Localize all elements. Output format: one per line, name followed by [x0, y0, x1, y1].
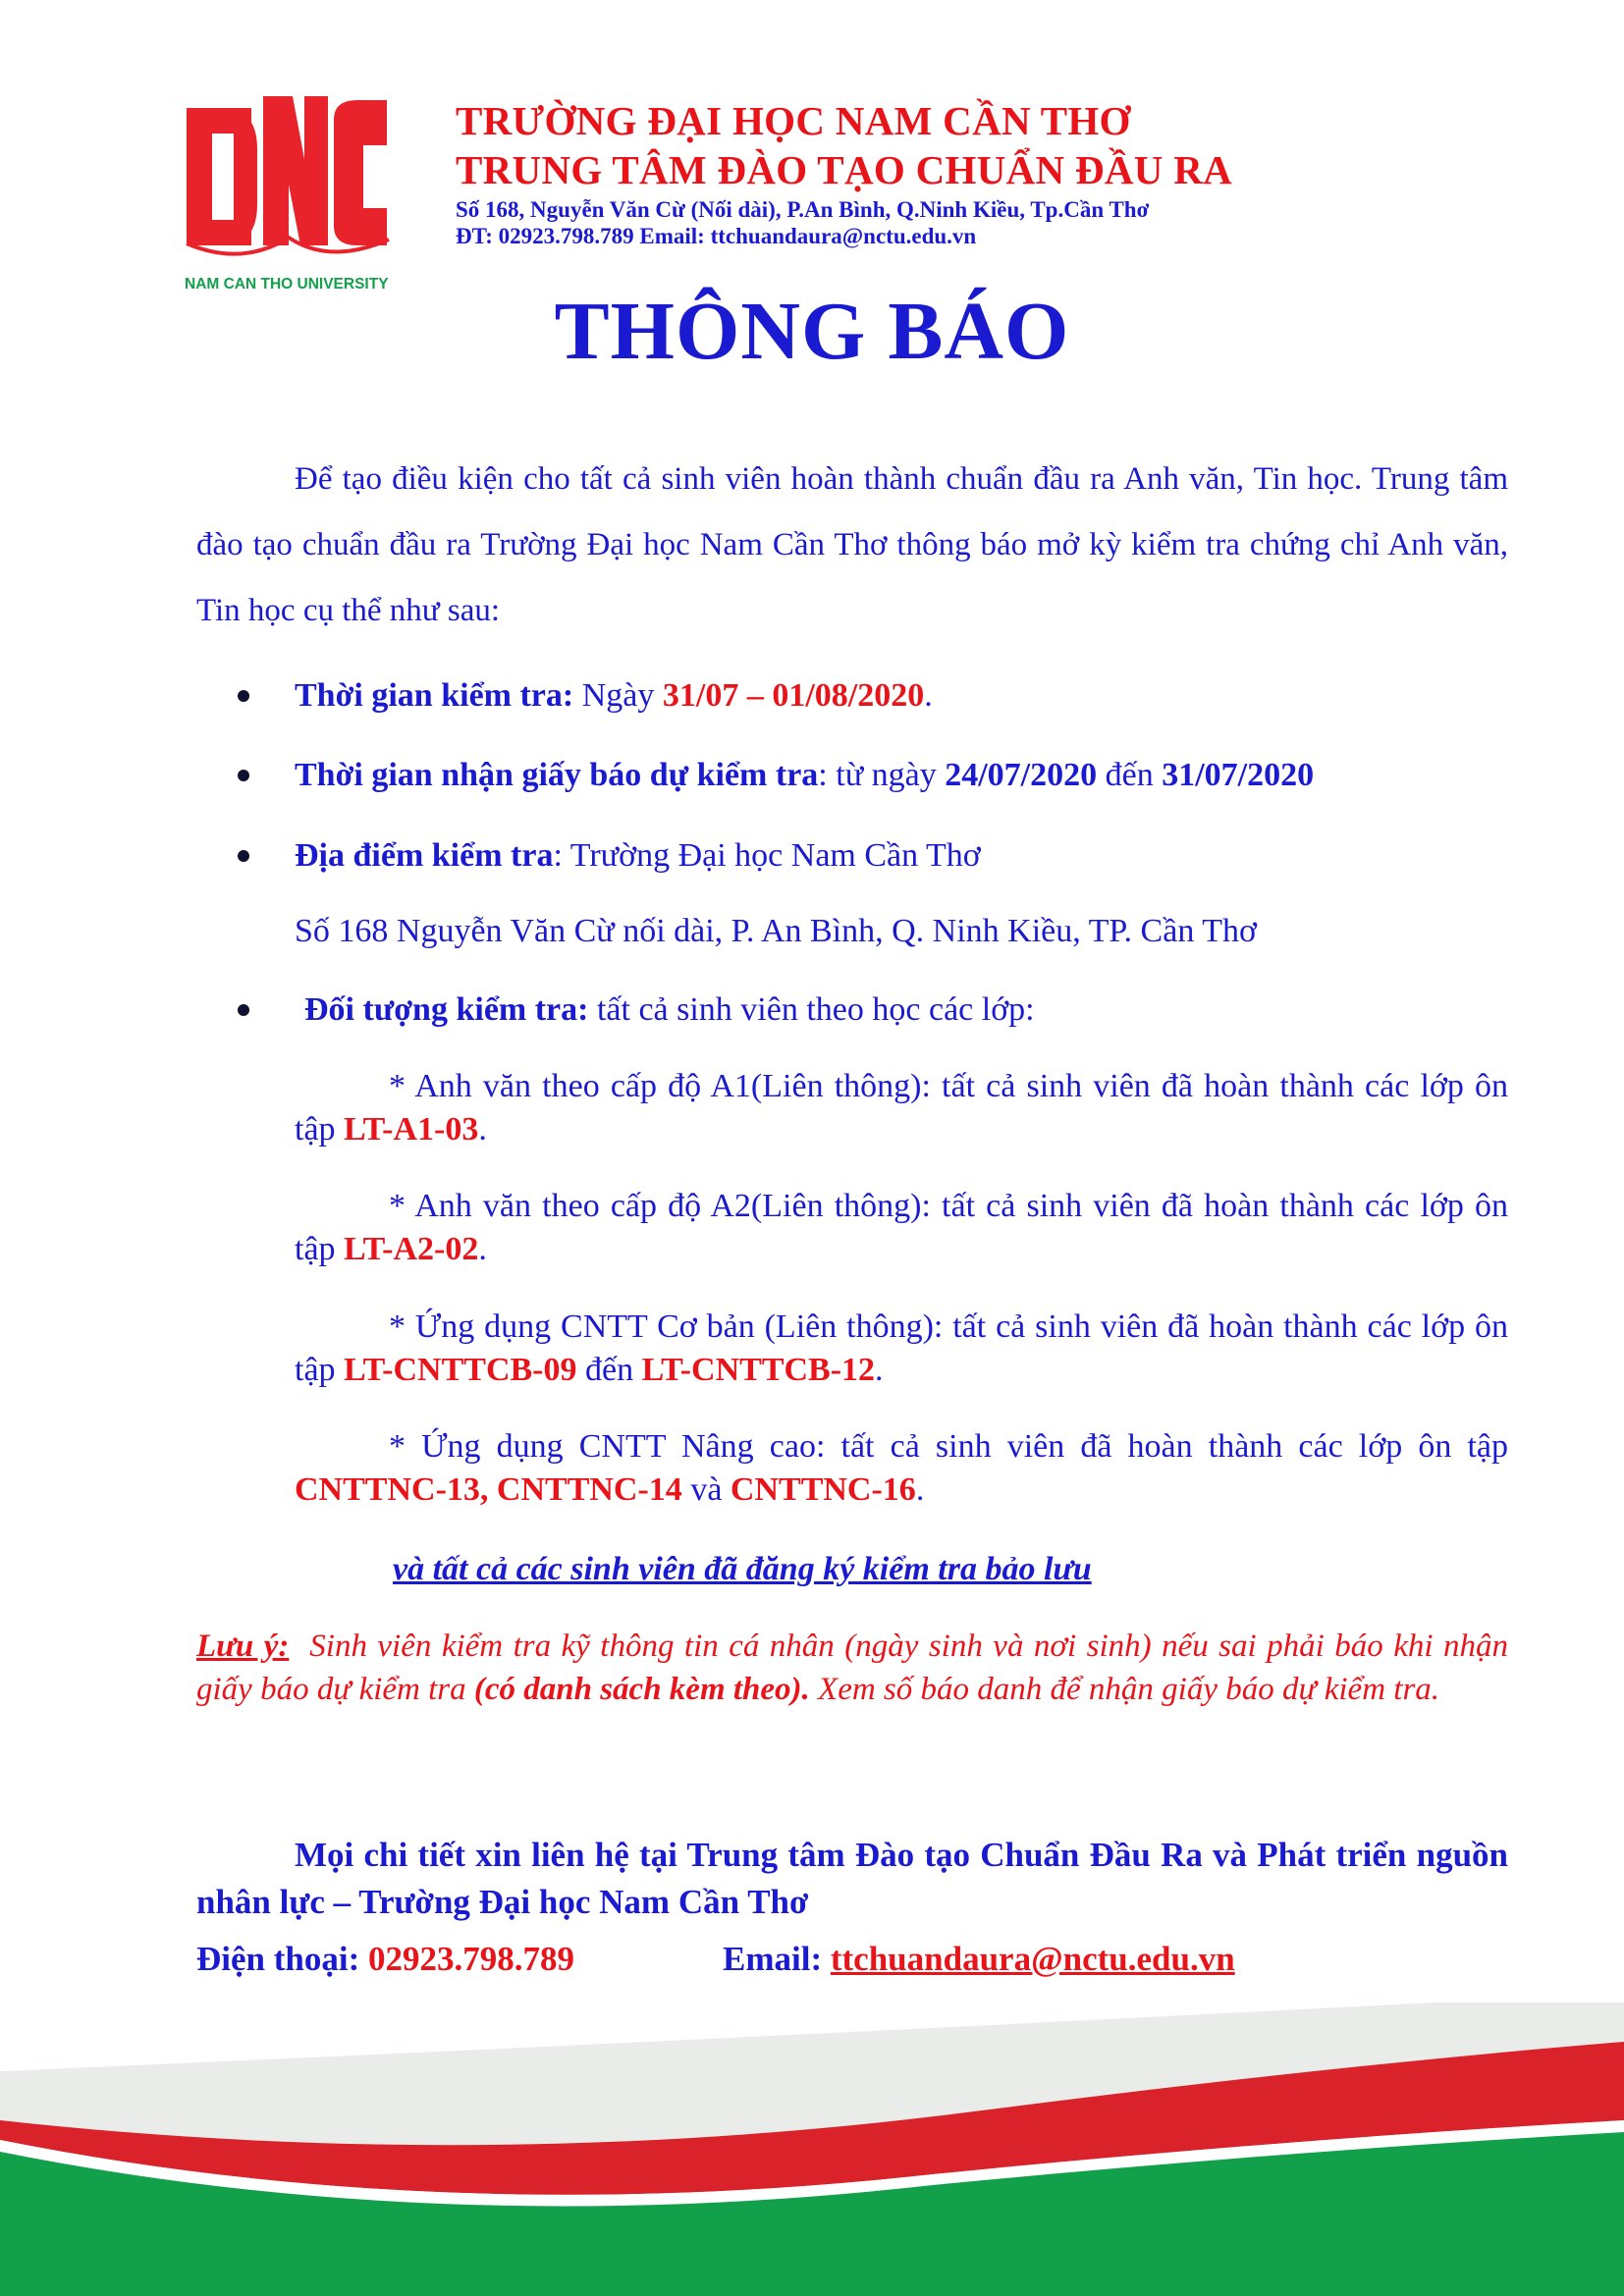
- note-label: Lưu ý:: [196, 1629, 290, 1664]
- class-code-3: CNTTNC-16: [730, 1471, 916, 1508]
- and-word: và: [690, 1471, 723, 1508]
- test-time-prefix: Ngày: [581, 677, 655, 714]
- email-link[interactable]: ttchuandaura@nctu.edu.vn: [830, 1940, 1235, 1978]
- bullet-dot-icon: [238, 770, 249, 781]
- intro-paragraph: Để tạo điều kiện cho tất cả sinh viên hoàn thành chuẩn đầu ra Anh văn, Tin học. Trung tâm đào tạo chuẩn đầu ra Trường Đại học Nam Cần Thơ thông báo mở kỳ kiểm tra chứng chỉ Anh văn, Tin học cụ thể như sau:: [196, 461, 1508, 628]
- place-value: : Trường Đại học Nam Cần Thơ: [553, 837, 981, 874]
- place-label: Địa điểm kiểm tra: [295, 837, 554, 874]
- bullet-dot-icon: [238, 1004, 249, 1016]
- place-address: Số 168 Nguyễn Văn Cừ nối dài, P. An Bình, Q. Ninh Kiều, TP. Cần Thơ: [295, 913, 1257, 949]
- note-bold: (có danh sách kèm theo).: [473, 1672, 810, 1707]
- class-code-end: LT-CNTTCB-12: [641, 1352, 876, 1388]
- target-value: tất cả sinh viên theo học các lớp:: [596, 991, 1035, 1028]
- logo-caption: NAM CAN THO UNIVERSITY: [185, 276, 389, 293]
- logo-d-inner: [212, 133, 234, 220]
- bullet-text: Thời gian kiểm tra: Ngày 31/07 – 01/08/2020.: [295, 677, 933, 714]
- sub-item-text: * Anh văn theo cấp độ A2(Liên thông): tất cả sinh viên đã hoàn thành các lớp ôn tập: [295, 1188, 1508, 1267]
- class-code: LT-A1-03: [344, 1111, 479, 1148]
- class-code-mid: đến: [585, 1352, 634, 1388]
- receive-prefix: : từ ngày: [818, 757, 937, 793]
- bullet-text: [304, 989, 1035, 1031]
- target-label: Đối tượng kiểm tra:: [304, 991, 589, 1028]
- sub-item-text: * Anh văn theo cấp độ A1(Liên thông): tất cả sinh viên đã hoàn thành các lớp ôn tập: [295, 1068, 1508, 1148]
- sub-item-cntt-advanced: * Ứng dụng CNTT Nâng cao: tất cả sinh viên đã hoàn thành các lớp ôn tập CNTTNC-13, CNTTNC-14 và CNTTNC-16.: [295, 1428, 1508, 1508]
- bullet-dot-icon: [238, 690, 249, 702]
- test-time-value: 31/07 – 01/08/2020: [662, 677, 925, 714]
- note-text-2: Xem số báo danh để nhận giấy báo dự kiểm tra.: [818, 1672, 1440, 1707]
- logo-n-shape: [263, 96, 328, 245]
- receive-label: Thời gian nhận giấy báo dự kiểm tra: [295, 757, 819, 793]
- email-label: Email:: [723, 1940, 823, 1978]
- page-title: THÔNG BÁO: [554, 286, 1070, 377]
- contact-paragraph: Mọi chi tiết xin liên hệ tại Trung tâm Đào tạo Chuẩn Đầu Ra và Phát triển nguồn nhân lực – Trường Đại học Nam Cần Thơ: [196, 1836, 1508, 1921]
- bullet-text: [295, 835, 981, 877]
- class-code-1: CNTTNC-13: [295, 1471, 480, 1508]
- note-text-1: Sinh viên kiểm tra kỹ thông tin cá nhân (ngày sinh và nơi sinh) nếu sai phải báo khi nhận giấy báo dự kiểm tra: [196, 1629, 1508, 1707]
- sub-item-a2: * Anh văn theo cấp độ A2(Liên thông): tất cả sinh viên đã hoàn thành các lớp ôn tập LT-A2-02.: [295, 1188, 1508, 1267]
- university-name: TRƯỜNG ĐẠI HỌC NAM CẦN THƠ: [456, 98, 1131, 143]
- phone-number: 02923.798.789: [368, 1940, 574, 1978]
- logo-c-shape: [334, 100, 387, 245]
- class-code: LT-A2-02: [344, 1231, 479, 1267]
- receive-mid: đến: [1105, 757, 1154, 793]
- org-header: [456, 96, 1555, 249]
- center-name: TRUNG TÂM ĐÀO TẠO CHUẨN ĐẦU RA: [456, 147, 1233, 192]
- bullet-dot-icon: [238, 850, 249, 862]
- class-code: LT-CNTTCB-09: [344, 1352, 577, 1388]
- bullet-text: [295, 755, 1314, 796]
- sub-item-a1: * Anh văn theo cấp độ A1(Liên thông): tất cả sinh viên đã hoàn thành các lớp ôn tập LT-A1-03.: [295, 1068, 1508, 1148]
- email-line: [723, 1939, 1235, 1980]
- phone-label: Điện thoại:: [196, 1940, 360, 1978]
- center-address: Số 168, Nguyễn Văn Cừ (Nối dài), P.An Bình, Q.Ninh Kiều, Tp.Cần Thơ: [456, 197, 1150, 222]
- sub-item-text: * Ứng dụng CNTT Cơ bản (Liên thông): tất cả sinh viên đã hoàn thành các lớp ôn tập: [295, 1308, 1508, 1388]
- receive-from: 24/07/2020: [945, 757, 1098, 793]
- receive-to: 31/07/2020: [1162, 757, 1315, 793]
- sub-item-text: * Ứng dụng CNTT Nâng cao: tất cả sinh viên đã hoàn thành các lớp ôn tập: [389, 1428, 1508, 1465]
- university-logo: [183, 90, 399, 296]
- reserve-note: và tất cả các sinh viên đã đăng ký kiểm tra bảo lưu: [393, 1551, 1092, 1587]
- class-code-2: CNTTNC-14: [496, 1471, 682, 1508]
- test-time-label: Thời gian kiểm tra:: [295, 677, 574, 714]
- note-paragraph: [196, 1625, 1508, 1711]
- footer-wave: [0, 2002, 1624, 2296]
- center-contact: ĐT: 02923.798.789 Email: ttchuandaura@nctu.edu.vn: [456, 224, 977, 248]
- sub-item-cntt-basic: * Ứng dụng CNTT Cơ bản (Liên thông): tất cả sinh viên đã hoàn thành các lớp ôn tập LT-CNTTCB-09 đến LT-CNTTCB-12.: [295, 1308, 1508, 1388]
- phone-line: [196, 1939, 574, 1980]
